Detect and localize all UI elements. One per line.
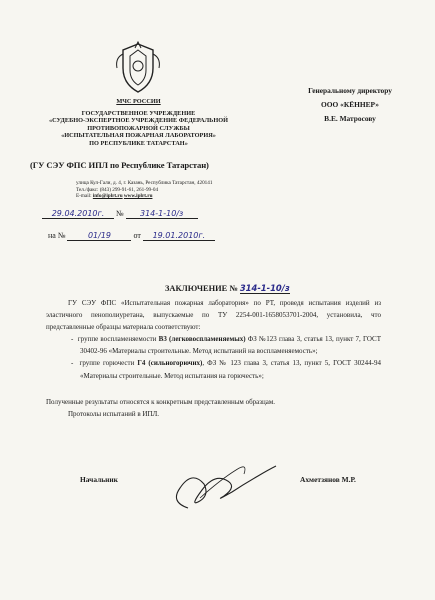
protocols-paragraph: Протоколы испытаний в ИПЛ. (68, 409, 160, 418)
ref-number: 01/19 (67, 231, 131, 241)
org-address: улица Кул-Гали, д. 4, г. Казань, Республика Татарстан, 420141 (76, 180, 213, 186)
org-line: «ИСПЫТАТЕЛЬНАЯ ПОЖАРНАЯ ЛАБОРАТОРИЯ» (61, 132, 216, 140)
ref-date: 19.01.2010г. (143, 231, 215, 241)
org-short-name: (ГУ СЭУ ФПС ИПЛ по Республике Татарстан) (30, 160, 209, 170)
web-link[interactable]: www.iplrt.ru (123, 193, 153, 200)
outgoing-date: 29.04.2010г. (42, 209, 114, 219)
item2-group: Г4 (сильногорючих) (137, 359, 203, 368)
email-link[interactable]: info@iplrt.ru (92, 193, 123, 200)
item2-ref: , ФЗ № 123 глава 3, статья 13, пункт 5, ГОСТ 30244-94 «Материалы строительные. Метод испытания на горючесть»; (80, 359, 381, 380)
recipient-name: В.Е. Матросову (324, 114, 376, 123)
ref-label: на № (48, 231, 66, 240)
org-contacts (76, 180, 266, 200)
result-paragraph: Полученные результаты относятся к конкретным представленным образцам. (46, 397, 276, 406)
conclusion-title-text: ЗАКЛЮЧЕНИЕ № (165, 284, 238, 293)
intro-paragraph: ГУ СЭУ ФПС «Испытательная пожарная лаборатория» по РТ, проведя испытания изделий из эластичного пенополиуретана, выпускаемые по ТУ 2254-001-1658053701-2004, установила, что представленные образцы материала соответствуют: (46, 299, 381, 332)
item2-label: группе горючести (79, 359, 135, 368)
item1-group: В3 (легковоспламеняемых) (158, 335, 246, 344)
email-label: E-mail: (76, 193, 92, 200)
org-line: ГОСУДАРСТВЕННОЕ УЧРЕЖДЕНИЕ (81, 109, 196, 117)
org-line: «СУДЕБНО-ЭКСПЕРТНОЕ УЧРЕЖДЕНИЕ ФЕДЕРАЛЬНОЙ (48, 117, 229, 125)
recipient-title: Генеральному директору (308, 86, 392, 95)
outgoing-number: 314-1-10/з (126, 209, 198, 219)
conclusion-number: 314-1-10/з (239, 283, 290, 293)
conclusion-title (165, 283, 365, 294)
organization-header (36, 98, 241, 148)
handwritten-signature (140, 440, 290, 520)
recipient-company: ООО «КЁННЕР» (321, 100, 379, 109)
list-item: - группе воспламеняемости В3 (легковоспламеняемых) ФЗ №123 глава 3, статья 13, пункт 7, ГОСТ 30402-96 «Материалы строительные. Метод испытаний на воспламеняемость»; (71, 335, 381, 356)
incoming-reference (48, 231, 248, 241)
recipient-block (280, 84, 420, 126)
from-label: от (133, 231, 141, 240)
list-item: - группе горючести Г4 (сильногорючих), ФЗ № 123 глава 3, статья 13, пункт 5, ГОСТ 30244-94 «Материалы строительные. Метод испытания на горючесть»; (71, 359, 381, 380)
item1-ref: ФЗ №123 глава 3, статья 13, пункт 7, ГОСТ 30402-96 «Материалы строительные. Метод испытаний на воспламеняемость»; (80, 335, 381, 356)
signatory-position: Начальник (80, 475, 118, 484)
org-phone: Тел./факс: (843) 299-91-61, 261-99-04 (76, 186, 159, 193)
item1-label: группе воспламеняемости (77, 335, 157, 344)
ministry-name: МЧС РОССИИ (116, 98, 161, 105)
signatory-name: Ахметзянов М.Р. (300, 475, 356, 484)
outgoing-registration (42, 209, 217, 219)
emchs-emblem-icon (113, 40, 163, 96)
org-line: ПО РЕСПУБЛИКЕ ТАТАРСТАН» (89, 139, 188, 147)
org-line: ПРОТИВОПОЖАРНОЙ СЛУЖБЫ (87, 124, 190, 132)
number-label: № (116, 209, 124, 218)
conclusion-body (46, 297, 381, 420)
